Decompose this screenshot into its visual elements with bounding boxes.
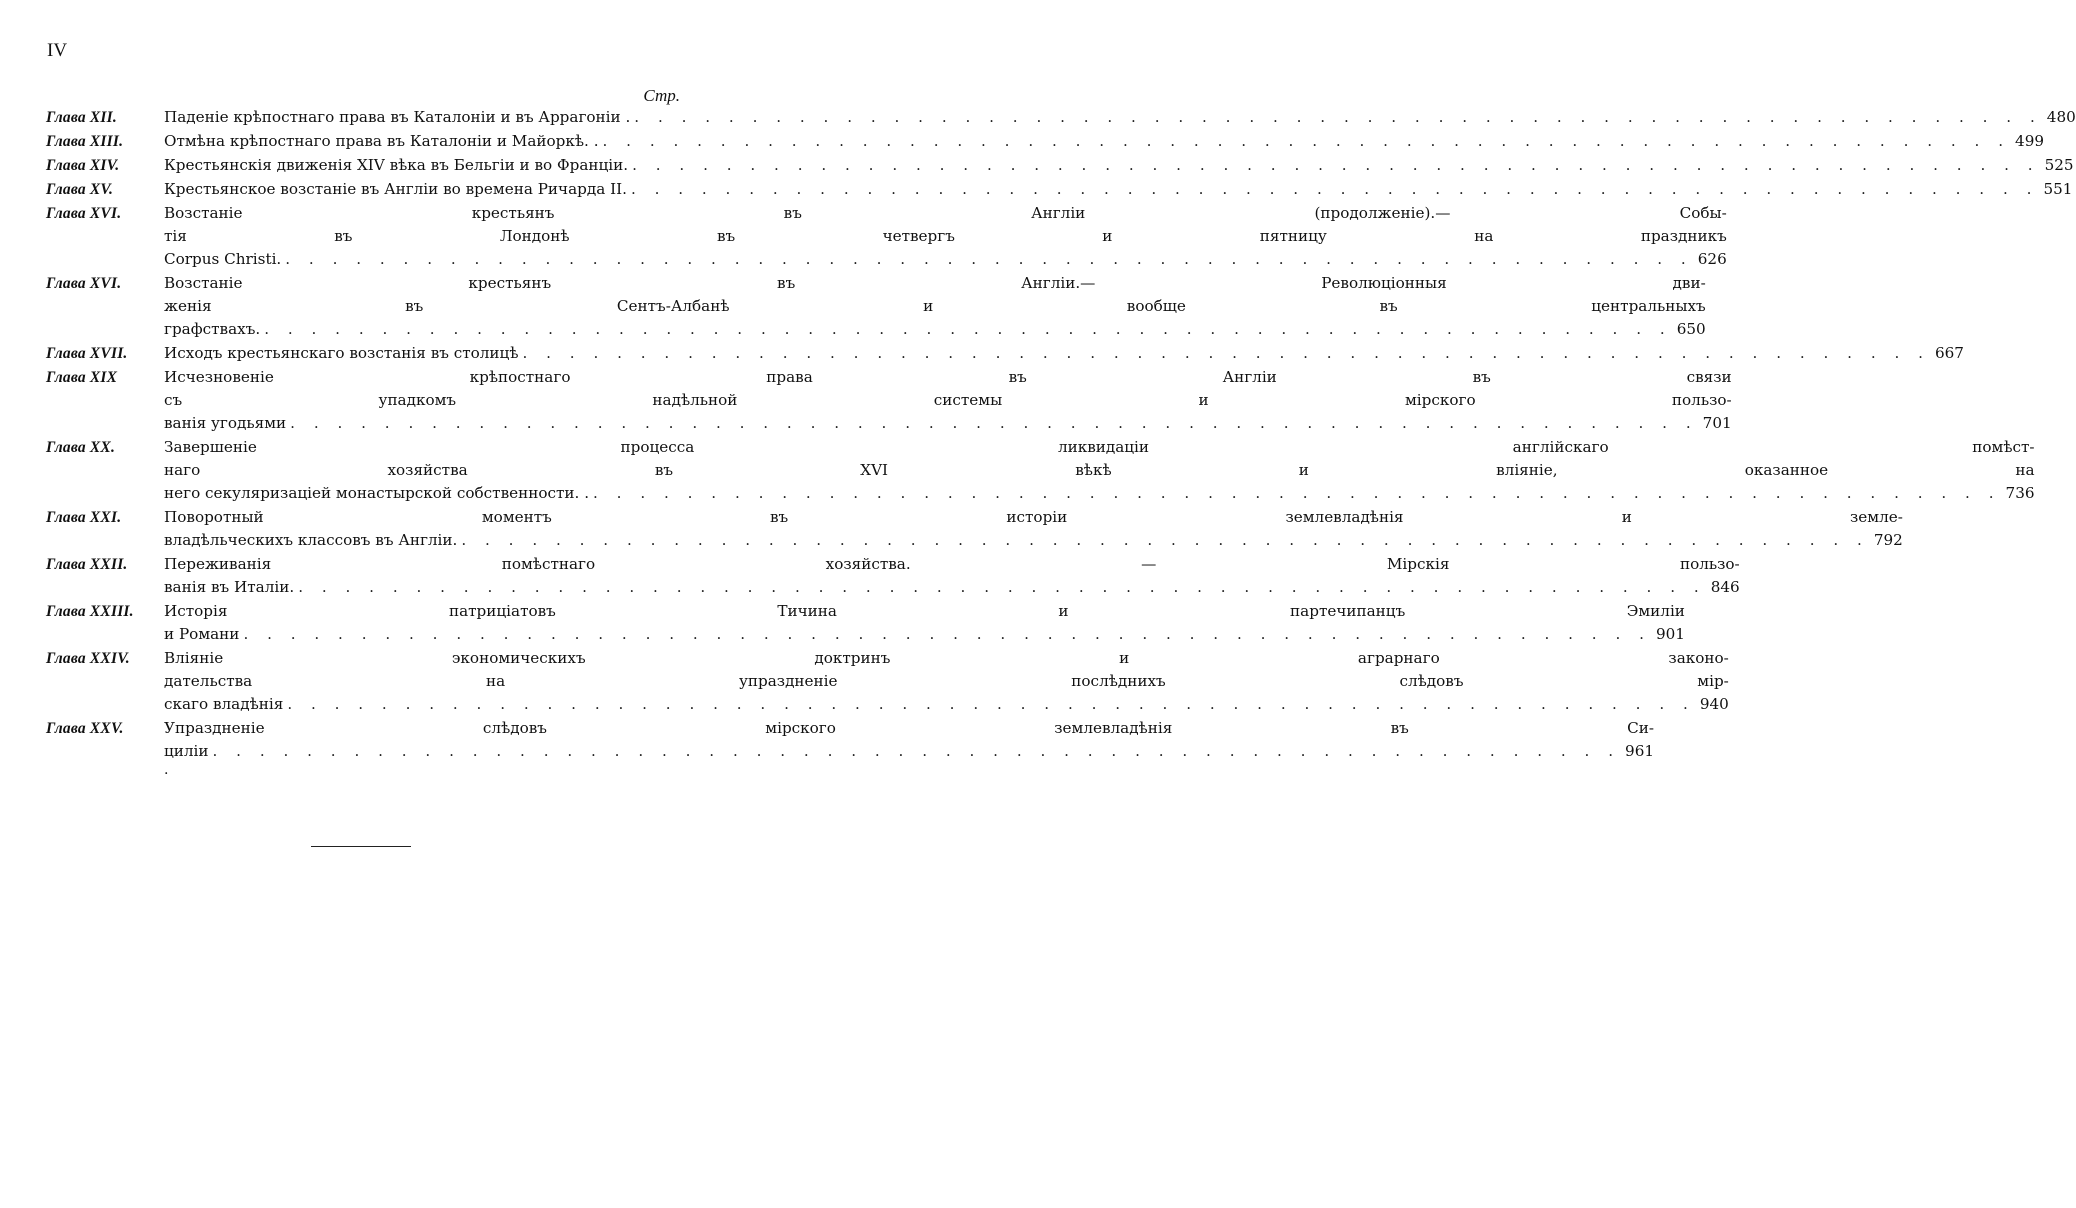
page-ref: 901 (1655, 625, 1685, 643)
page-number: IV (47, 40, 68, 61)
chapter-title-line (164, 272, 1706, 295)
page-column-header: Стр. (643, 86, 680, 105)
chapter-title (164, 647, 1729, 716)
chapter-title (164, 366, 1732, 435)
dot-leader (603, 130, 2011, 153)
page-ref: 792 (1873, 531, 1903, 549)
chapter-title-line (164, 225, 1727, 248)
chapter-title-line (164, 576, 1740, 599)
chapter-title-text: Паденіе крѣпостнаго права въ Каталоніи и въ Аррагоніи . (164, 108, 631, 126)
chapter-title-line (164, 717, 1654, 740)
closing-rule (311, 846, 411, 847)
chapter-label: Глава XX. (46, 439, 116, 456)
chapter-label: Глава XV. (46, 181, 114, 198)
chapter-title-line (164, 670, 1729, 693)
toc-entry (46, 366, 1732, 435)
dot-leader (290, 412, 1698, 435)
toc-entry (46, 106, 2076, 129)
dot-leader (634, 106, 2042, 129)
chapter-title-text: Возстаніе крестьянъ въ Англіи (продолженіе).— Собы- (164, 204, 1727, 222)
chapter-label: Глава XXII. (46, 556, 128, 573)
chapter-title-text: Возстаніе крестьянъ въ Англіи.— Революціонныя дви- (164, 274, 1706, 292)
chapter-title-line (164, 482, 2035, 505)
chapter-label: Глава XXIV. (46, 650, 130, 667)
page-ref: 940 (1699, 695, 1729, 713)
chapter-title (164, 130, 2044, 153)
dot-leader (632, 154, 2040, 177)
dot-leader (298, 576, 1706, 599)
page-ref: 551 (2043, 180, 2073, 198)
chapter-title-line (164, 647, 1729, 670)
chapter-title-text: Corpus Christi. (164, 250, 282, 268)
chapter-title-line (164, 740, 1654, 763)
chapter-title-text: Крестьянское возстаніе въ Англіи во времена Ричарда II. (164, 180, 627, 198)
chapter-title-line (164, 600, 1685, 623)
chapter-title-text: Поворотный моментъ въ исторіи землевладѣнія и земле- (164, 508, 1903, 526)
page-ref: 701 (1702, 414, 1732, 432)
chapter-title-line (164, 106, 2076, 129)
dot-leader (285, 248, 1693, 271)
chapter-title-line (164, 202, 1727, 225)
chapter-label: Глава XXI. (46, 509, 122, 526)
chapter-title (164, 553, 1740, 599)
toc-entry (46, 647, 1729, 716)
chapter-title-line (164, 506, 1903, 529)
toc-entry (46, 553, 1740, 599)
toc-entry (46, 202, 1727, 271)
chapter-label: Глава XVI. (46, 205, 122, 222)
chapter-title-line (164, 295, 1706, 318)
chapter-label: Глава XII. (46, 109, 117, 126)
chapter-label: Глава XXV. (46, 720, 124, 737)
chapter-title (164, 436, 2035, 505)
chapter-title-line (164, 318, 1706, 341)
chapter-title-line (164, 553, 1740, 576)
chapter-title (164, 600, 1685, 646)
page-ref: 736 (2005, 484, 2035, 502)
page-ref: 525 (2044, 156, 2074, 174)
page-ref: 667 (1934, 344, 1964, 362)
chapter-title (164, 506, 1903, 552)
chapter-title-line (164, 693, 1729, 716)
dot-leader (264, 318, 1672, 341)
chapter-title-text: Исходъ крестьянскаго возстанія въ столицѣ (164, 344, 519, 362)
chapter-title-line (164, 366, 1732, 389)
chapter-title (164, 342, 1964, 365)
chapter-title-text: него секуляризаціей монастырской собственности. . (164, 484, 590, 502)
chapter-title-line (164, 178, 2072, 201)
chapter-label: Глава XVII. (46, 345, 128, 362)
toc-entry (46, 154, 2074, 177)
toc-entry (46, 717, 1655, 763)
dot-leader (461, 529, 1869, 552)
chapter-title-line (164, 529, 1903, 552)
chapter-title-text: Переживанія помѣстнаго хозяйства. — Мірскія пользо- (164, 555, 1740, 573)
chapter-title-line (164, 412, 1732, 435)
chapter-title-text: тія въ Лондонѣ въ четвергъ и пятницу на праздникъ (164, 227, 1727, 245)
chapter-title-line (164, 436, 2035, 459)
chapter-title-text: ванія угодьями (164, 414, 287, 432)
chapter-title-text: циліи (164, 742, 209, 760)
toc-entry (46, 178, 2073, 201)
page-ref: 846 (1710, 578, 1740, 596)
page-ref: 650 (1676, 320, 1706, 338)
chapter-title-line (164, 248, 1727, 271)
page-ref: 480 (2046, 108, 2076, 126)
chapter-label: Глава XIII. (46, 133, 124, 150)
chapter-title-line (164, 130, 2044, 153)
dot-leader (287, 693, 1695, 716)
chapter-label: Глава XIX (46, 369, 118, 386)
chapter-title-text: Отмѣна крѣпостнаго права въ Каталоніи и Майоркѣ. . (164, 132, 599, 150)
chapter-label: Глава XXIII. (46, 603, 134, 620)
toc-entry (46, 600, 1685, 646)
chapter-title (164, 106, 2076, 129)
page-ref: 499 (2015, 132, 2045, 150)
chapter-title-line (164, 342, 1964, 365)
chapter-title-line (164, 459, 2035, 482)
chapter-title-text: графствахъ. (164, 320, 261, 338)
chapter-title-text: Упраздненіе слѣдовъ мірского землевладѣнія въ Си- (164, 719, 1655, 737)
chapter-title-text: женія въ Сентъ-Албанѣ и вообще въ центральныхъ (164, 297, 1706, 315)
chapter-title-text: владѣльческихъ классовъ въ Англіи. (164, 531, 458, 549)
table-of-contents (46, 106, 2076, 764)
chapter-title-text: съ упадкомъ надѣльной системы и мірского пользо- (164, 391, 1732, 409)
chapter-title-text: Исторія патриціатовъ Тичина и партечипанцъ Эмиліи (164, 602, 1685, 620)
toc-entry (46, 506, 1903, 552)
chapter-title-text: скаго владѣнія (164, 695, 284, 713)
chapter-title-text: и Романи (164, 625, 240, 643)
chapter-title (164, 272, 1706, 341)
chapter-label: Глава XVI. (46, 275, 122, 292)
page-ref: 961 (1625, 742, 1655, 760)
chapter-title (164, 178, 2072, 201)
chapter-title-line (164, 623, 1685, 646)
chapter-title-text: ванія въ Италіи. (164, 578, 295, 596)
chapter-title (164, 717, 1654, 763)
chapter-title-text: Вліяніе экономическихъ доктринъ и аграрнаго законо- (164, 649, 1729, 667)
toc-entry (46, 272, 1706, 341)
dot-leader (213, 740, 1621, 763)
chapter-title-text: Крестьянскія движенія XIV вѣка въ Бельгіи и во Франціи. (164, 156, 629, 174)
chapter-title-text: Завершеніе процесса ликвидаціи англійскаго помѣст- (164, 438, 2035, 456)
dot-leader (522, 342, 1930, 365)
chapter-title-text: Исчезновеніе крѣпостнаго права въ Англіи въ связи (164, 368, 1732, 386)
chapter-title (164, 154, 2074, 177)
dot-leader (631, 178, 2039, 201)
dot-leader (593, 482, 2001, 505)
toc-entry (46, 130, 2045, 153)
chapter-title-line (164, 154, 2074, 177)
toc-entry (46, 342, 1964, 365)
chapter-label: Глава XIV. (46, 157, 120, 174)
chapter-title-text: наго хозяйства въ XVI вѣкѣ и вліяніе, оказанное на (164, 461, 2035, 479)
dot-leader (243, 623, 1651, 646)
chapter-title-line (164, 389, 1732, 412)
toc-entry (46, 436, 2035, 505)
page-ref: 626 (1697, 250, 1727, 268)
chapter-title-text: дательства на упраздненіе послѣднихъ слѣдовъ мір- (164, 672, 1729, 690)
chapter-title (164, 202, 1727, 271)
stray-mark: . (164, 762, 169, 778)
